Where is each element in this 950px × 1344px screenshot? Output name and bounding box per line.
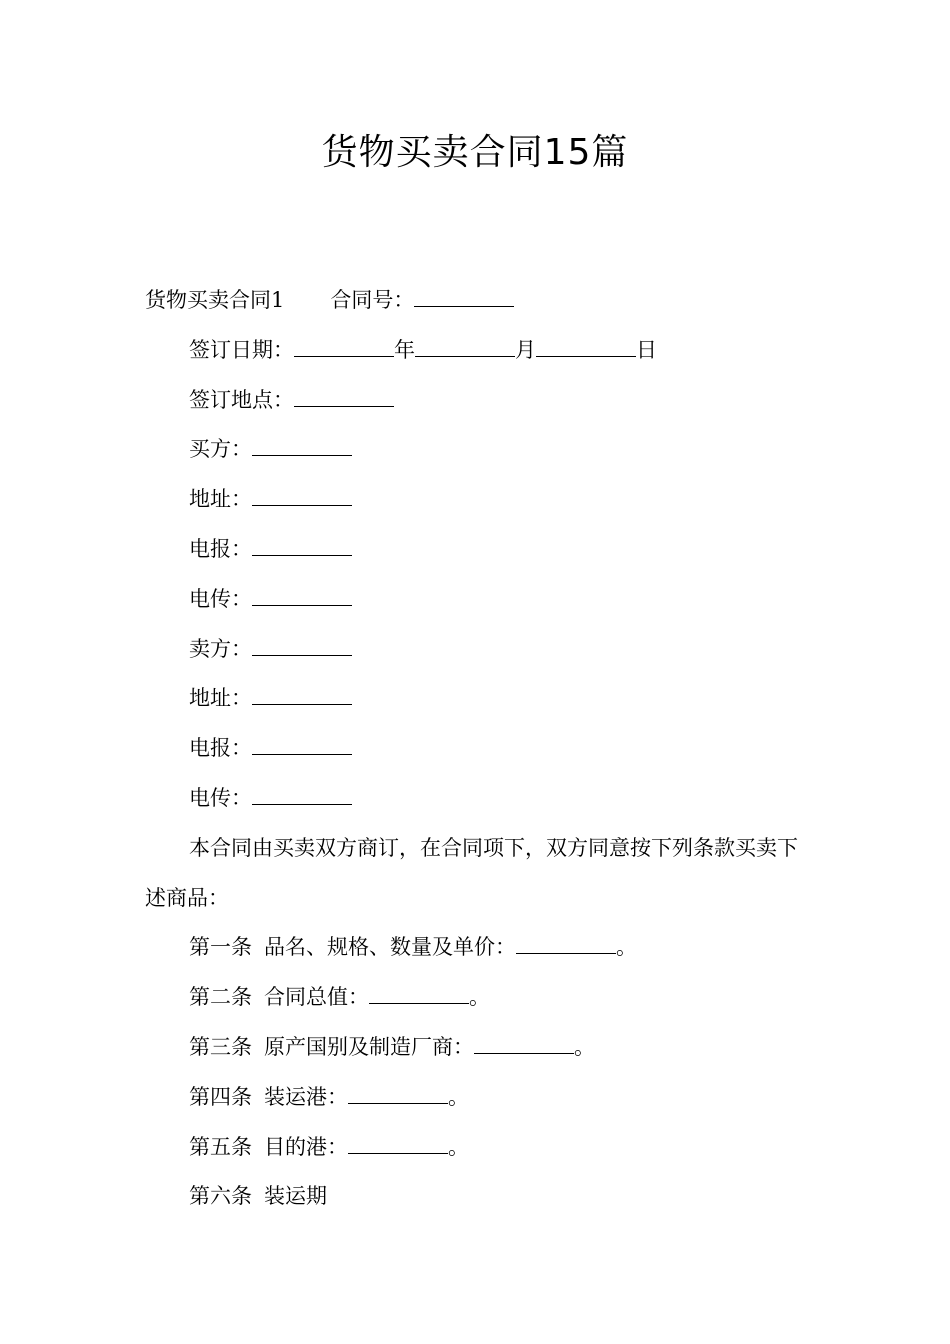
article-text: 品名、规格、数量及单价： (264, 935, 516, 960)
article-6 (145, 1172, 810, 1222)
article-number: 第六条 (189, 1184, 252, 1209)
buyer-blank (252, 437, 352, 456)
buyer-address-label: 地址： (189, 487, 252, 512)
year-blank (294, 338, 394, 357)
article-text: 目的港： (264, 1134, 348, 1159)
seller-telegram-line (145, 724, 810, 774)
buyer-fax-label: 电传： (189, 586, 252, 611)
article-4 (145, 1073, 810, 1123)
article-number: 第五条 (189, 1134, 252, 1159)
article-end: 。 (448, 1134, 469, 1159)
article-end: 。 (469, 985, 490, 1010)
contract-no-label: 合同号： (330, 288, 415, 312)
day-blank (536, 338, 636, 357)
signing-place-blank (294, 388, 394, 407)
buyer-fax-blank (252, 587, 352, 606)
article-blank (348, 1085, 448, 1104)
buyer-telegram-line (145, 525, 810, 575)
buyer-telegram-blank (252, 537, 352, 556)
article-1 (145, 923, 810, 973)
article-2 (145, 973, 810, 1023)
article-blank (516, 935, 616, 954)
article-text: 装运期 (264, 1184, 327, 1209)
article-3 (145, 1023, 810, 1073)
day-label: 日 (636, 337, 657, 362)
contract-heading: 货物买卖合同1 (145, 288, 285, 312)
article-text: 原产国别及制造厂商： (264, 1034, 474, 1059)
article-number: 第一条 (189, 935, 252, 960)
article-5 (145, 1123, 810, 1173)
seller-address-line (145, 674, 810, 724)
seller-blank (252, 637, 352, 656)
seller-address-label: 地址： (189, 686, 252, 711)
seller-telegram-label: 电报： (189, 736, 252, 761)
month-label: 月 (515, 337, 536, 362)
contract-no-blank (414, 288, 514, 307)
article-blank (348, 1135, 448, 1154)
buyer-fax-line (145, 575, 810, 625)
intro-paragraph: 本合同由买卖双方商订，在合同项下，双方同意按下列条款买卖下述商品： (145, 835, 798, 910)
seller-fax-blank (252, 786, 352, 805)
heading-line (145, 276, 810, 326)
article-text: 合同总值： (264, 985, 369, 1010)
article-blank (474, 1035, 574, 1054)
seller-label: 卖方： (189, 636, 252, 661)
document-title: 货物买卖合同15篇 (321, 132, 629, 173)
article-number: 第二条 (189, 985, 252, 1010)
signing-date-label: 签订日期： (189, 337, 294, 362)
article-number: 第三条 (189, 1034, 252, 1059)
signing-date-line (145, 326, 810, 376)
year-label: 年 (394, 337, 415, 362)
signing-place-line (145, 376, 810, 426)
seller-fax-line (145, 774, 810, 824)
article-number: 第四条 (189, 1084, 252, 1109)
month-blank (415, 338, 515, 357)
article-text: 装运港： (264, 1084, 348, 1109)
seller-address-blank (252, 686, 352, 705)
buyer-address-blank (252, 487, 352, 506)
article-blank (369, 985, 469, 1004)
seller-fax-label: 电传： (189, 785, 252, 810)
seller-telegram-blank (252, 736, 352, 755)
contract-body (145, 276, 810, 1222)
article-end: 。 (448, 1084, 469, 1109)
article-end: 。 (574, 1034, 595, 1059)
seller-line (145, 625, 810, 675)
article-end: 。 (616, 935, 637, 960)
buyer-address-line (145, 475, 810, 525)
buyer-telegram-label: 电报： (189, 536, 252, 561)
buyer-line (145, 425, 810, 475)
buyer-label: 买方： (189, 437, 252, 462)
signing-place-label: 签订地点： (189, 387, 294, 412)
